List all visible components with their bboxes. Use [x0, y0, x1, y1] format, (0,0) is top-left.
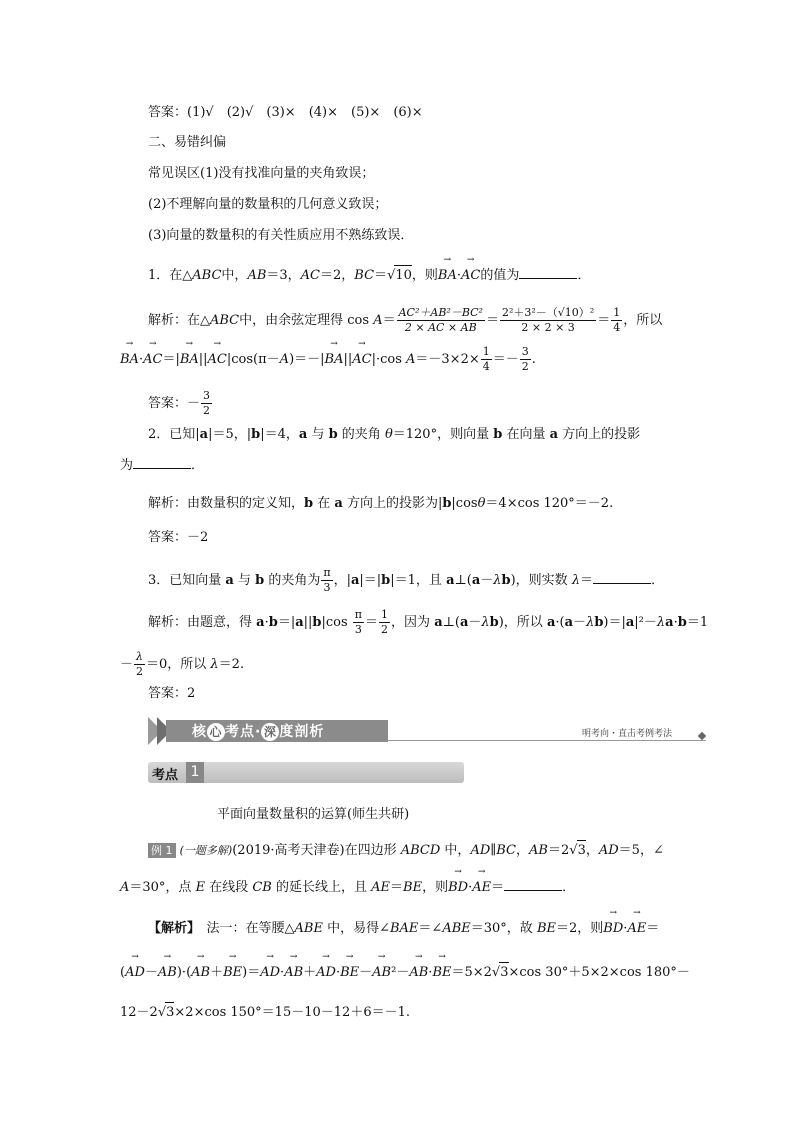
math-text: )·(	[176, 965, 192, 980]
solution-line-2: (→ AD－→ AB)·(→ AB＋→ BE)＝→ AD·→ AB＋→ AD·→ BE－→ AB²－→ AB·→ BE＝5×2√3×cos 30°＋5×2×cos 180°－	[120, 962, 690, 983]
question-3: 3．已知向量 a 与 b 的夹角为 $\frac{\pi}{3}$ ，|a|＝|b|＝1，且 a⊥(a－λb)，则实数 λ＝ ．	[148, 566, 665, 594]
banner-rule	[388, 740, 706, 741]
vector-symbol: → AD	[316, 963, 336, 983]
math-text: ＋	[210, 965, 224, 980]
math-text: ·	[335, 965, 341, 980]
vector-symbol: → BE	[340, 963, 359, 983]
math-text: ＋	[303, 965, 317, 980]
answer-2: 答案：－2	[148, 530, 209, 545]
math-text: ×cos 30°＋5×2×cos 180°－	[508, 965, 690, 980]
math-text: －	[359, 965, 373, 980]
vector-symbol: → BE	[432, 963, 451, 983]
math-text: －	[144, 965, 158, 980]
example-1-line-1: 例 1 (一题多解)(2019·高考天津卷)在四边形 ABCD 中，AD∥BC，AB＝2√3，AD＝5，∠	[148, 840, 664, 861]
kaodian-bar: 考点 1	[148, 762, 464, 783]
solution-1-line-2: → BA·→ AC＝|→ BA||→ AC|cos(π－A)＝－|→ BA||→ AC|·cos A＝－3×2× $\frac{1}{4}$ ＝－ $\frac{3}{2}$ .	[120, 345, 536, 374]
solution-1-line-1: 解析：在△ABC中，由余弦定理得 cos A＝ $\frac{\text{AC²＋AB²－BC²}}{2 \times AC \times AB}$ ＝ $\frac{\text{2²＋3²－（√10）²}}{2 \times 2 \times 3}$ ＝ $\frac{1}{4}$ ，所以	[148, 306, 663, 334]
vector-symbol: → AB	[409, 963, 428, 983]
vector-symbol: → AD	[125, 963, 145, 983]
vector-symbol: → AB	[191, 963, 210, 983]
error-item-2: (2)不理解向量的数量积的几何意义致误；	[148, 197, 388, 212]
example-tag: 例 1	[148, 843, 176, 858]
answer-blank	[519, 266, 577, 279]
answer-1: 答案：－ $\frac{3}{2}$	[148, 389, 211, 417]
topic-title: 平面向量数量积的运算(师生共研)	[217, 807, 410, 822]
solution-3-line-2: － $\frac{\lambda}{2}$ ＝0，所以 λ＝2.	[120, 650, 245, 678]
section-banner: 核 心 考点· 深 度剖析	[148, 717, 388, 745]
example-1-line-2: A＝30°，点 E 在线段 CB 的延长线上，且 AE＝BE，则→ BD·→ AE＝ ．	[120, 878, 575, 898]
question-2-line-2: 为 ．	[120, 458, 205, 473]
vector-symbol: → BE	[223, 963, 242, 983]
vector-symbol: → AB	[158, 963, 177, 983]
answer-3: 答案：2	[148, 686, 196, 701]
solution-2: 解析：由数量积的定义知，b 在 a 方向上的投影为|b|cosθ＝4×cos 120°＝－2.	[148, 496, 614, 511]
math-text: )＝	[242, 965, 261, 980]
vector-symbol: → AB	[284, 963, 303, 983]
math-text: ·	[428, 965, 433, 980]
vector-symbol: → AD	[260, 963, 280, 983]
diamond-icon	[698, 732, 706, 740]
math-text: 3	[499, 962, 508, 983]
error-item-3: (3)向量的数量积的有关性质应用不熟练致误．	[148, 228, 414, 243]
math-text: ·	[280, 965, 285, 980]
math-text: ＝5×2	[451, 965, 492, 980]
error-item-1: 常见误区(1)没有找准向量的夹角致误；	[148, 166, 375, 181]
question-1: 1．在△ABC中，AB＝3，AC＝2，BC＝√10，则→ BA·→ AC的值为 ．	[148, 265, 590, 286]
banner-side-note: 明考向・直击考例考法	[582, 729, 673, 739]
math-text: ²－	[391, 965, 410, 980]
solution-line-1: 【解析】 法一：在等腰△ABE 中，易得∠BAE＝∠ABE＝30°，故 BE＝2，则→ BD·→ AE＝	[148, 919, 659, 939]
solution-3-line-1: 解析：由题意，得 a·b＝|a||b|cos $\frac{\pi}{3}$ ＝ $\frac{1}{2}$ ，因为 a⊥(a－λb)，所以 a·(a－λb)＝|a|²－λa·b＝1	[148, 608, 709, 636]
question-2-line-1: 2．已知|a|＝5，|b|＝4，a 与 b 的夹角 θ＝120°，则向量 b 在向量 a 方向上的投影	[148, 427, 641, 442]
solution-line-3: 12－2√3×2×cos 150°＝15－10－12＋6＝－1.	[120, 1002, 410, 1023]
math-text: (	[120, 965, 126, 980]
answer-line: 答案：(1)√ (2)√ (3)× (4)× (5)× (6)×	[148, 105, 423, 120]
vector-symbol: → AB	[372, 963, 391, 983]
section-heading: 二、易错纠偏	[148, 135, 227, 150]
